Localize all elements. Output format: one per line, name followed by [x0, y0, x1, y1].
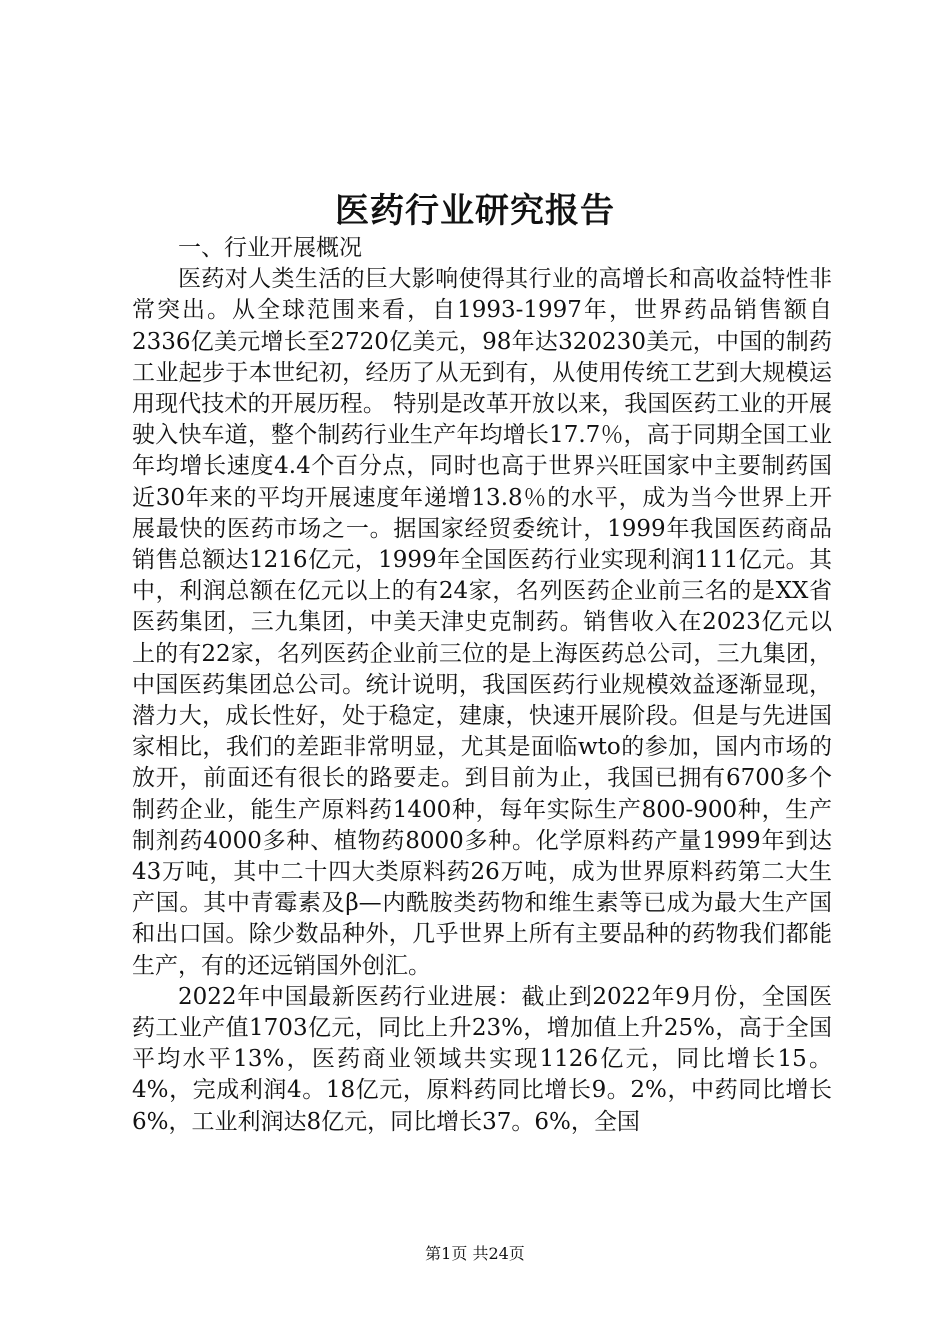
body-paragraph: 2022年中国最新医药行业进展：截止到2022年9月份，全国医药工业产值1703亿元，同比上升23%，增加值上升25%，高于全国平均水平13%，医药商业领域共实现1126亿元，同比增长15。4%，完成利润4。18亿元，原料药同比增长9。2%，中药同比增长6%，工业利润达8亿元，同比增长37。6%，全国 — [132, 983, 832, 1135]
body-paragraph: 医药对人类生活的巨大影响使得其行业的高增长和高收益特性非常突出。从全球范围来看，自1993-1997年，世界药品销售额自2336亿美元增长至2720亿美元，98年达320230美元，中国的制药工业起步于本世纪初，经历了从无到有，从使用传统工艺到大规模运用现代技术的开展历程。 特别是改革开放以来，我国医药工业的开展驶入快车道，整个制药行业生产年均增长17.7％，高于同期全国工业年均增长速度4.4个百分点，同时也高于世界兴旺国家中主要制药国近30年来的平均开展速度年递增13.8％的水平，成为当今世界上开展最快的医药市场之一。据国家经贸委统计，1999年我国医药商品销售总额达1216亿元，1999年全国医药行业实现利润111亿元。其中，利润总额在亿元以上的有24家，名列医药企业前三名的是XX省医药集团，三九集团，中美天津史克制药。销售收入在2023亿元以上的有22家，名列医药企业前三位的是上海医药总公司，三九集团，中国医药集团总公司。统计说明，我国医药行业规模效益逐渐显现，潜力大，成长性好，处于稳定，建康，快速开展阶段。但是与先进国家相比，我们的差距非常明显，尤其是面临wto的参加，国内市场的放开，前面还有很长的路要走。到目前为止，我国已拥有6700多个制药企业，能生产原料药1400种，每年实际生产800-900种，生产制剂药4000多种、植物药8000多种。化学原料药产量1999年到达43万吨，其中二十四大类原料药26万吨，成为世界原料药第二大生产国。其中青霉素及β—内酰胺类药物和维生素等已成为最大生产国和出口国。除少数品种外，几乎世界上所有主要品种的药物我们都能生产，有的还远销国外创汇。 — [132, 266, 832, 979]
document-body — [132, 233, 832, 1138]
page-number-footer: 第1页 共24页 — [425, 1244, 525, 1263]
document-title: 医药行业研究报告 — [335, 191, 615, 231]
section-heading: 一、行业开展概况 — [178, 235, 362, 261]
